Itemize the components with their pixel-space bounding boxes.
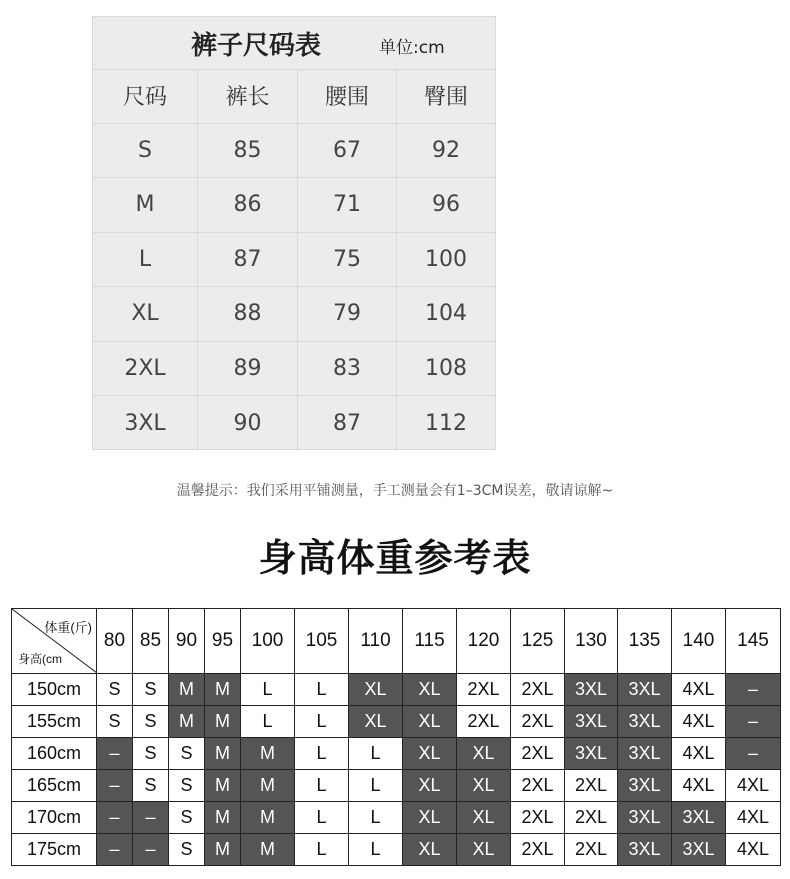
size-recommendation-cell: 2XL	[511, 802, 565, 834]
size-recommendation-cell: XL	[403, 738, 457, 770]
size-chart-unit: 单位:cm	[379, 38, 445, 58]
size-recommendation-cell: L	[295, 834, 349, 866]
size-recommendation-cell: XL	[349, 674, 403, 706]
size-chart-value-cell: 85	[198, 124, 298, 179]
reference-corner-cell	[12, 609, 97, 674]
size-recommendation-cell: M	[241, 802, 295, 834]
corner-weight-label: 体重(斤)	[44, 620, 92, 635]
height-label-cell: 165cm	[12, 770, 97, 802]
size-recommendation-cell: XL	[403, 674, 457, 706]
size-recommendation-cell: 3XL	[618, 674, 672, 706]
size-recommendation-cell: 2XL	[511, 834, 565, 866]
corner-height-label: 身高(cm	[18, 652, 62, 666]
size-recommendation-cell: 3XL	[618, 834, 672, 866]
size-recommendation-cell: S	[133, 738, 169, 770]
size-recommendation-cell: 4XL	[726, 802, 781, 834]
size-recommendation-cell: M	[169, 706, 205, 738]
weight-header-cell: 105	[295, 609, 349, 674]
reference-header-row	[12, 609, 781, 674]
size-chart-title: 裤子尺码表	[191, 31, 322, 61]
size-recommendation-cell: XL	[457, 802, 511, 834]
size-recommendation-cell: 4XL	[672, 706, 726, 738]
size-recommendation-cell: –	[97, 738, 133, 770]
size-recommendation-cell: XL	[403, 802, 457, 834]
size-chart-value-cell: 71	[298, 178, 397, 233]
weight-header-cell: 145	[726, 609, 781, 674]
size-chart-value-cell: 83	[298, 342, 397, 397]
size-recommendation-cell: 3XL	[618, 802, 672, 834]
size-recommendation-cell: M	[241, 770, 295, 802]
size-recommendation-cell: 2XL	[511, 738, 565, 770]
reference-row	[12, 706, 781, 738]
size-recommendation-cell: L	[349, 834, 403, 866]
size-recommendation-cell: 4XL	[726, 770, 781, 802]
size-recommendation-cell: S	[169, 770, 205, 802]
size-chart-size-label: S	[93, 124, 198, 179]
size-recommendation-cell: 3XL	[618, 770, 672, 802]
size-recommendation-cell: 2XL	[511, 706, 565, 738]
weight-header-cell: 95	[205, 609, 241, 674]
weight-header-cell: 110	[349, 609, 403, 674]
reference-row	[12, 770, 781, 802]
size-recommendation-cell: –	[133, 802, 169, 834]
weight-header-cell: 115	[403, 609, 457, 674]
size-recommendation-cell: 2XL	[511, 770, 565, 802]
size-recommendation-cell: 3XL	[618, 738, 672, 770]
weight-header-cell: 80	[97, 609, 133, 674]
size-recommendation-cell: M	[205, 738, 241, 770]
size-recommendation-cell: S	[97, 674, 133, 706]
size-recommendation-cell: L	[295, 770, 349, 802]
size-recommendation-cell: XL	[457, 770, 511, 802]
size-chart-header-cell: 尺码	[93, 69, 198, 124]
size-chart-header-cell: 裤长	[198, 69, 298, 124]
size-recommendation-cell: L	[241, 706, 295, 738]
weight-header-cell: 135	[618, 609, 672, 674]
size-recommendation-cell: M	[205, 706, 241, 738]
size-recommendation-cell: 2XL	[457, 674, 511, 706]
size-recommendation-cell: S	[133, 674, 169, 706]
size-recommendation-cell: S	[133, 770, 169, 802]
size-recommendation-cell: S	[169, 802, 205, 834]
size-recommendation-cell: L	[295, 802, 349, 834]
size-recommendation-cell: L	[349, 802, 403, 834]
size-recommendation-cell: L	[349, 738, 403, 770]
size-chart-value-cell: 87	[198, 233, 298, 288]
size-chart-value-cell: 100	[397, 233, 495, 288]
size-recommendation-cell: M	[205, 802, 241, 834]
size-chart-header-cell: 腰围	[298, 69, 397, 124]
size-chart-size-label: 3XL	[93, 396, 198, 451]
size-recommendation-cell: 3XL	[618, 706, 672, 738]
size-recommendation-cell: 3XL	[672, 802, 726, 834]
reference-row	[12, 802, 781, 834]
size-recommendation-cell: –	[97, 802, 133, 834]
weight-header-cell: 120	[457, 609, 511, 674]
size-recommendation-cell: XL	[403, 834, 457, 866]
size-recommendation-cell: L	[295, 738, 349, 770]
size-recommendation-cell: S	[133, 706, 169, 738]
size-recommendation-cell: XL	[349, 706, 403, 738]
size-recommendation-cell: 3XL	[565, 674, 618, 706]
reference-title: 身高体重参考表	[258, 536, 532, 580]
height-label-cell: 160cm	[12, 738, 97, 770]
size-recommendation-cell: 3XL	[565, 706, 618, 738]
measurement-note: 温馨提示：我们采用平铺测量，手工测量会有1–3CM误差，敬请谅解~	[176, 483, 614, 499]
size-chart-value-cell: 75	[298, 233, 397, 288]
size-recommendation-cell: XL	[403, 770, 457, 802]
size-recommendation-cell: M	[205, 770, 241, 802]
size-recommendation-cell: 2XL	[565, 834, 618, 866]
size-recommendation-cell: –	[97, 834, 133, 866]
size-recommendation-cell: 2XL	[565, 770, 618, 802]
size-chart-size-label: M	[93, 178, 198, 233]
weight-header-cell: 130	[565, 609, 618, 674]
size-recommendation-cell: 4XL	[672, 738, 726, 770]
size-chart-value-cell: 89	[198, 342, 298, 397]
height-label-cell: 150cm	[12, 674, 97, 706]
size-recommendation-cell: S	[97, 706, 133, 738]
size-chart-value-cell: 90	[198, 396, 298, 451]
size-recommendation-cell: L	[349, 770, 403, 802]
size-recommendation-cell: S	[169, 738, 205, 770]
weight-header-cell: 140	[672, 609, 726, 674]
reference-row	[12, 738, 781, 770]
size-chart-value-cell: 67	[298, 124, 397, 179]
height-label-cell: 170cm	[12, 802, 97, 834]
size-recommendation-cell: 2XL	[511, 674, 565, 706]
size-recommendation-cell: 2XL	[565, 802, 618, 834]
height-label-cell: 175cm	[12, 834, 97, 866]
size-recommendation-cell: XL	[457, 834, 511, 866]
size-chart-header-cell: 臀围	[397, 69, 495, 124]
size-chart-title-row	[93, 17, 495, 70]
size-chart-size-label: XL	[93, 287, 198, 342]
size-recommendation-cell: 2XL	[457, 706, 511, 738]
size-chart-table	[92, 16, 496, 450]
size-recommendation-cell: –	[97, 770, 133, 802]
size-chart-value-cell: 87	[298, 396, 397, 451]
size-chart-value-cell: 112	[425, 410, 467, 436]
size-chart-value-cell: 79	[298, 287, 397, 342]
size-recommendation-cell: S	[169, 834, 205, 866]
size-recommendation-cell: 4XL	[726, 834, 781, 866]
size-recommendation-cell: 4XL	[672, 674, 726, 706]
height-weight-table	[11, 608, 781, 866]
size-recommendation-cell: M	[169, 674, 205, 706]
size-chart-value-cell: 88	[198, 287, 298, 342]
weight-header-cell: 85	[133, 609, 169, 674]
size-chart-value-cell: 86	[198, 178, 298, 233]
reference-row	[12, 674, 781, 706]
size-recommendation-cell: L	[295, 706, 349, 738]
size-recommendation-cell: M	[241, 738, 295, 770]
height-label-cell: 155cm	[12, 706, 97, 738]
size-recommendation-cell: 3XL	[672, 834, 726, 866]
size-chart-grid	[93, 69, 495, 451]
weight-header-cell: 90	[169, 609, 205, 674]
size-recommendation-cell: 3XL	[565, 738, 618, 770]
size-recommendation-cell: –	[726, 706, 781, 738]
reference-row	[12, 834, 781, 866]
size-recommendation-cell: XL	[457, 738, 511, 770]
size-chart-value-cell: 104	[397, 287, 495, 342]
size-recommendation-cell: M	[205, 834, 241, 866]
size-chart-size-label: L	[93, 233, 198, 288]
size-chart-size-label: 2XL	[93, 342, 198, 397]
weight-header-cell: 125	[511, 609, 565, 674]
size-chart-value-cell: 108	[397, 342, 495, 397]
size-recommendation-cell: XL	[403, 706, 457, 738]
size-chart-value-cell: 92	[397, 124, 495, 179]
weight-header-cell: 100	[241, 609, 295, 674]
size-recommendation-cell: –	[133, 834, 169, 866]
size-recommendation-cell: L	[295, 674, 349, 706]
size-recommendation-cell: 4XL	[672, 770, 726, 802]
size-recommendation-cell: –	[726, 738, 781, 770]
size-recommendation-cell: M	[205, 674, 241, 706]
size-recommendation-cell: –	[726, 674, 781, 706]
size-recommendation-cell: M	[241, 834, 295, 866]
size-recommendation-cell: L	[241, 674, 295, 706]
size-chart-value-cell: 96	[397, 178, 495, 233]
